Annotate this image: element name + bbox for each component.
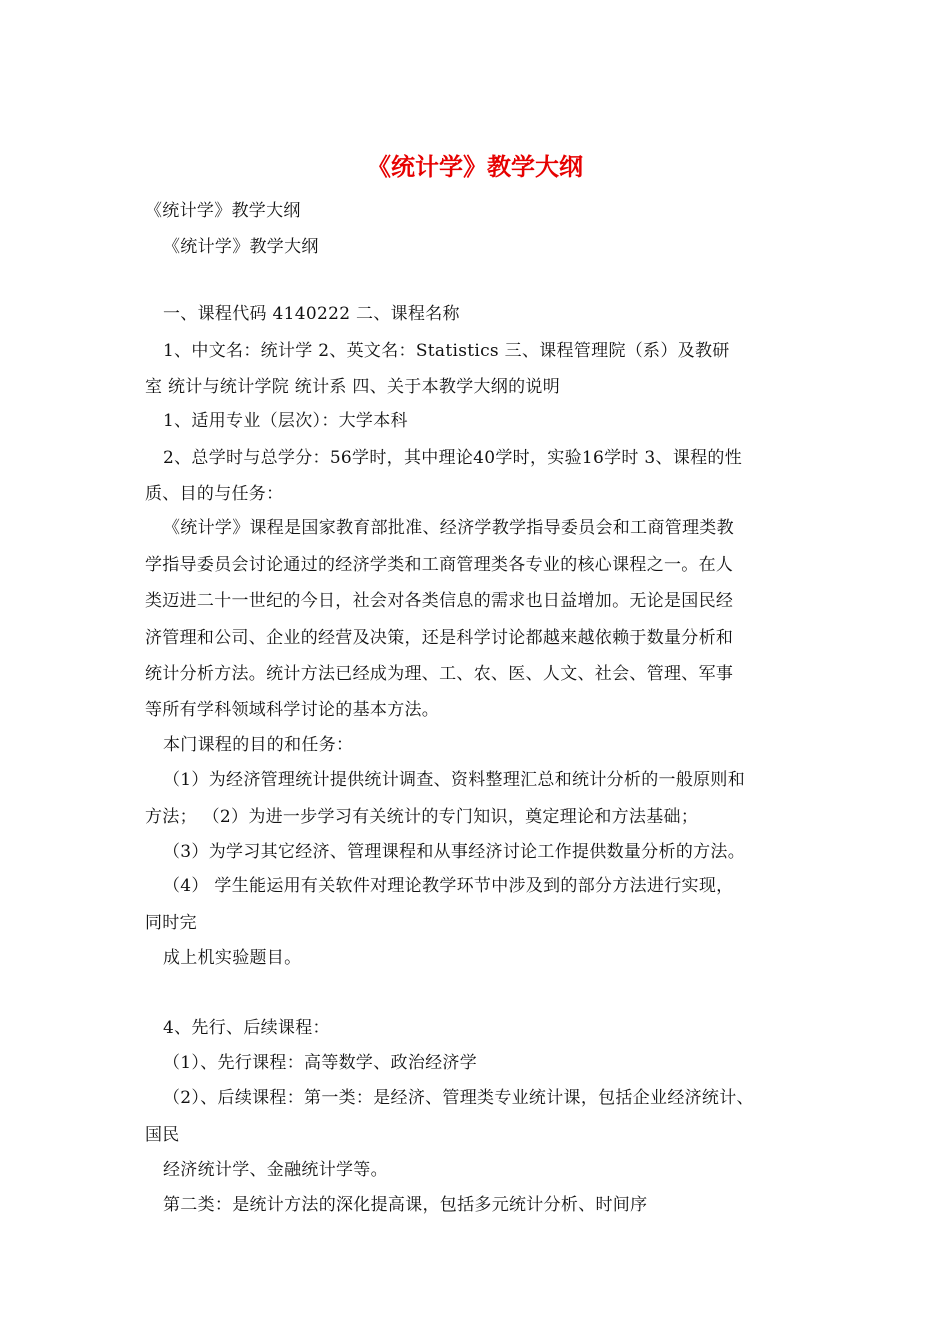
- text-line: （4） 学生能运用有关软件对理论教学环节中涉及到的部分方法进行实现，: [163, 876, 734, 896]
- text-line: （1）、先行课程：高等数学、政治经济学: [163, 1053, 478, 1073]
- text-line: 1、适用专业（层次）：大学本科: [163, 411, 408, 431]
- text-line: 2、总学时与总学分：56学时，其中理论40学时，实验16学时 3、课程的性: [163, 448, 743, 468]
- text-line: 同时完: [145, 913, 197, 933]
- text-line: 经济统计学、金融统计学等。: [163, 1160, 388, 1180]
- text-line: 学指导委员会讨论通过的经济学类和工商管理类各专业的核心课程之一。在人: [145, 555, 734, 575]
- text-line: （1）为经济管理统计提供统计调查、资料整理汇总和统计分析的一般原则和: [163, 770, 746, 790]
- text-line: 一、课程代码 4140222 二、课程名称: [163, 304, 460, 324]
- text-line: 本门课程的目的和任务：: [163, 735, 354, 755]
- text-line: 类迈进二十一世纪的今日，社会对各类信息的需求也日益增加。无论是国民经: [145, 591, 734, 611]
- text-line: 《统计学》教学大纲: [163, 237, 319, 257]
- document-title: 《统计学》教学大纲: [367, 152, 583, 181]
- text-line: 方法； （2）为进一步学习有关统计的专门知识，奠定理论和方法基础；: [145, 807, 699, 827]
- text-line: 国民: [145, 1125, 180, 1145]
- text-line: 成上机实验题目。: [163, 948, 302, 968]
- text-line: 质、目的与任务：: [145, 484, 284, 504]
- text-line: 4、先行、后续课程：: [163, 1018, 330, 1038]
- text-line: 1、中文名：统计学 2、英文名：Statistics 三、课程管理院（系）及教研: [163, 341, 730, 361]
- text-line: 第二类：是统计方法的深化提高课，包括多元统计分析、时间序: [163, 1195, 648, 1215]
- text-line: 《统计学》教学大纲: [145, 201, 301, 221]
- text-line: 等所有学科领域科学讨论的基本方法。: [145, 700, 440, 720]
- text-line: 统计分析方法。统计方法已经成为理、工、农、医、人文、社会、管理、军事: [145, 664, 734, 684]
- text-line: 室 统计与统计学院 统计系 四、关于本教学大纲的说明: [145, 377, 561, 397]
- text-line: （3）为学习其它经济、管理课程和从事经济讨论工作提供数量分析的方法。: [163, 842, 746, 862]
- text-line: 济管理和公司、企业的经营及决策，还是科学讨论都越来越依赖于数量分析和: [145, 628, 734, 648]
- text-line: （2）、后续课程：第一类：是经济、管理类专业统计课，包括企业经济统计、: [163, 1088, 754, 1108]
- text-line: 《统计学》课程是国家教育部批准、经济学教学指导委员会和工商管理类教: [163, 518, 734, 538]
